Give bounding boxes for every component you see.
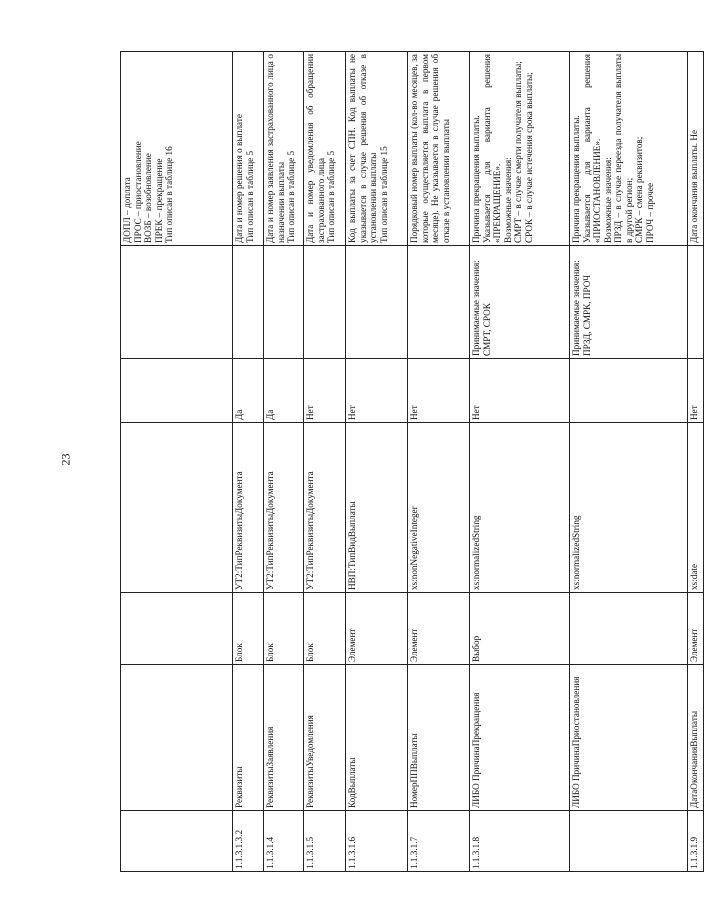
required-cell: Нет [408, 359, 470, 423]
row-number-cell: 1.1.3.1.6 [346, 811, 408, 872]
description-line: Возможные значения: [502, 157, 513, 243]
description-line: Указывается для варианта решения «ПРЕКРАЩЕНИЕ». [481, 54, 503, 243]
row-number-cell [121, 811, 233, 872]
page-number: 23 [58, 453, 73, 466]
restriction-cell: Принимаемые значения: ПРЗД, СМРК, ПРОЧ [570, 246, 688, 359]
description-line: ДОПЛ – доплата [122, 177, 132, 243]
description-cell [304, 52, 346, 246]
description-cell [470, 52, 570, 246]
required-cell: Нет [688, 359, 704, 423]
element-type-cell: Блок [304, 593, 346, 665]
element-type-cell: Выбор [470, 593, 570, 665]
description-line: Тип описан в таблице 5 [244, 150, 255, 243]
restriction-cell: Принимаемые значения: СМРТ, СРОК [470, 246, 570, 359]
restriction-cell [408, 246, 470, 359]
element-type-cell: Блок [233, 593, 264, 665]
element-name-cell: РеквизитыЗаявления [264, 665, 304, 811]
data-type-cell: НВП:ТипВидВыплаты [346, 423, 408, 593]
schema-table [120, 51, 704, 872]
description-line: ПРОЧ – прочее [645, 182, 656, 243]
description-line: Код выплаты за счет СПН. Код выплаты не указывается в случае решения об отказе в установлении выплаты [347, 54, 379, 243]
element-name-cell: ЛИБО ПричинаПрекращения [470, 665, 570, 811]
restriction-cell [264, 246, 304, 359]
description-cell [121, 52, 233, 246]
description-line: Тип описан в таблице 5 [326, 150, 337, 243]
row-number-cell: 1.1.3.1.8 [470, 811, 570, 872]
data-type-cell: xs:date [688, 423, 704, 593]
description-line: Дата и номер заявления застрахованного лица о назначении выплаты [265, 54, 286, 243]
element-type-cell: Элемент [408, 593, 470, 665]
data-type-cell: УТ2:ТипРеквизитыДокумента [233, 423, 264, 593]
restriction-cell [688, 246, 704, 359]
table-row [470, 52, 570, 872]
description-cell [408, 52, 470, 246]
description-line: Возможные значения: [602, 157, 613, 243]
table-row [346, 52, 408, 872]
element-name-cell: НомерППВыплаты [408, 665, 470, 811]
description-line: ПРЗД – в случае переезда получателя выплаты в другой регион; [613, 54, 634, 243]
required-cell [121, 359, 233, 423]
element-name-cell: ЛИБО ПричинаПриостановления [570, 665, 688, 811]
description-line: Причина прекращения выплаты. [571, 115, 581, 243]
element-type-cell: Элемент [688, 593, 704, 665]
description-cell [570, 52, 688, 246]
data-type-cell: xs:nonNegativeInteger [408, 423, 470, 593]
data-type-cell: xs:normalizedString [470, 423, 570, 593]
data-type-cell: УТ2:ТипРеквизитыДокумента [304, 423, 346, 593]
element-name-cell: РеквизитыУведомления [304, 665, 346, 811]
table-row [264, 52, 304, 872]
description-line: ВОЗБ – возобновление [143, 153, 154, 243]
data-type-cell: УТ2:ТипРеквизитыДокумента [264, 423, 304, 593]
table-row [233, 52, 264, 872]
description-line: Указывается для варианта решения «ПРИОСТАНОВЛЕНИЕ». [581, 54, 603, 243]
element-type-cell [121, 593, 233, 665]
required-cell: Да [264, 359, 304, 423]
row-number-cell: 1.1.3.1.4 [264, 811, 304, 872]
description-line: СМРТ – в случае смерти получателя выплаты; [513, 61, 524, 243]
description-cell [264, 52, 304, 246]
required-cell: Да [233, 359, 264, 423]
row-number-cell: 1.1.3.1.5 [304, 811, 346, 872]
restriction-cell [346, 246, 408, 359]
description-line: Тип описан в таблице 5 [286, 150, 297, 243]
table-row [121, 52, 233, 872]
required-cell [570, 359, 688, 423]
element-type-cell: Блок [264, 593, 304, 665]
data-type-cell: xs:normalizedString [570, 423, 688, 593]
restriction-cell [121, 246, 233, 359]
description-line: СМРК – смена реквизитов; [634, 136, 645, 243]
required-cell: Нет [346, 359, 408, 423]
element-type-cell [570, 593, 688, 665]
description-line: Тип описан в таблице 15 [378, 146, 389, 243]
description-line: Порядковый номер выплаты (кол-во месяцев, за которые осуществляется выплата в первом месяце). Не указывается в случае решения об отказе в установлении выплаты [409, 54, 451, 243]
description-cell [346, 52, 408, 246]
rotated-table-container [120, 52, 699, 872]
table-row [304, 52, 346, 872]
table-row [408, 52, 470, 872]
data-type-cell [121, 423, 233, 593]
element-name-cell [121, 665, 233, 811]
row-number-cell [570, 811, 688, 872]
element-name-cell: КодВыплаты [346, 665, 408, 811]
description-line: ПРЕК – прекращение [153, 158, 164, 243]
description-line: ПРОС – приостановление [132, 141, 143, 243]
row-number-cell: 1.1.3.1.3.2 [233, 811, 264, 872]
description-line: Дата окончания выплаты. Не [689, 129, 699, 243]
description-line: Тип описан в таблице 16 [164, 146, 175, 243]
description-line: Дата и номер уведомления об обращении застрахованного лица [305, 54, 326, 243]
restriction-cell [233, 246, 264, 359]
required-cell: Нет [470, 359, 570, 423]
description-line: СРОК – в случае истечения срока выплаты; [523, 72, 534, 243]
required-cell: Нет [304, 359, 346, 423]
row-number-cell: 1.1.3.1.7 [408, 811, 470, 872]
element-name-cell: ДатаОкончанияВыплаты [688, 665, 704, 811]
table-row [570, 52, 688, 872]
row-number-cell: 1.1.3.1.9 [688, 811, 704, 872]
description-cell [233, 52, 264, 246]
element-type-cell: Элемент [346, 593, 408, 665]
restriction-cell [304, 246, 346, 359]
element-name-cell: Реквизиты [233, 665, 264, 811]
table-row [688, 52, 704, 872]
description-cell [688, 52, 704, 246]
description-line: Причина прекращения выплаты. [471, 115, 481, 243]
description-line: Дата и номер решения о выплате [234, 114, 244, 243]
